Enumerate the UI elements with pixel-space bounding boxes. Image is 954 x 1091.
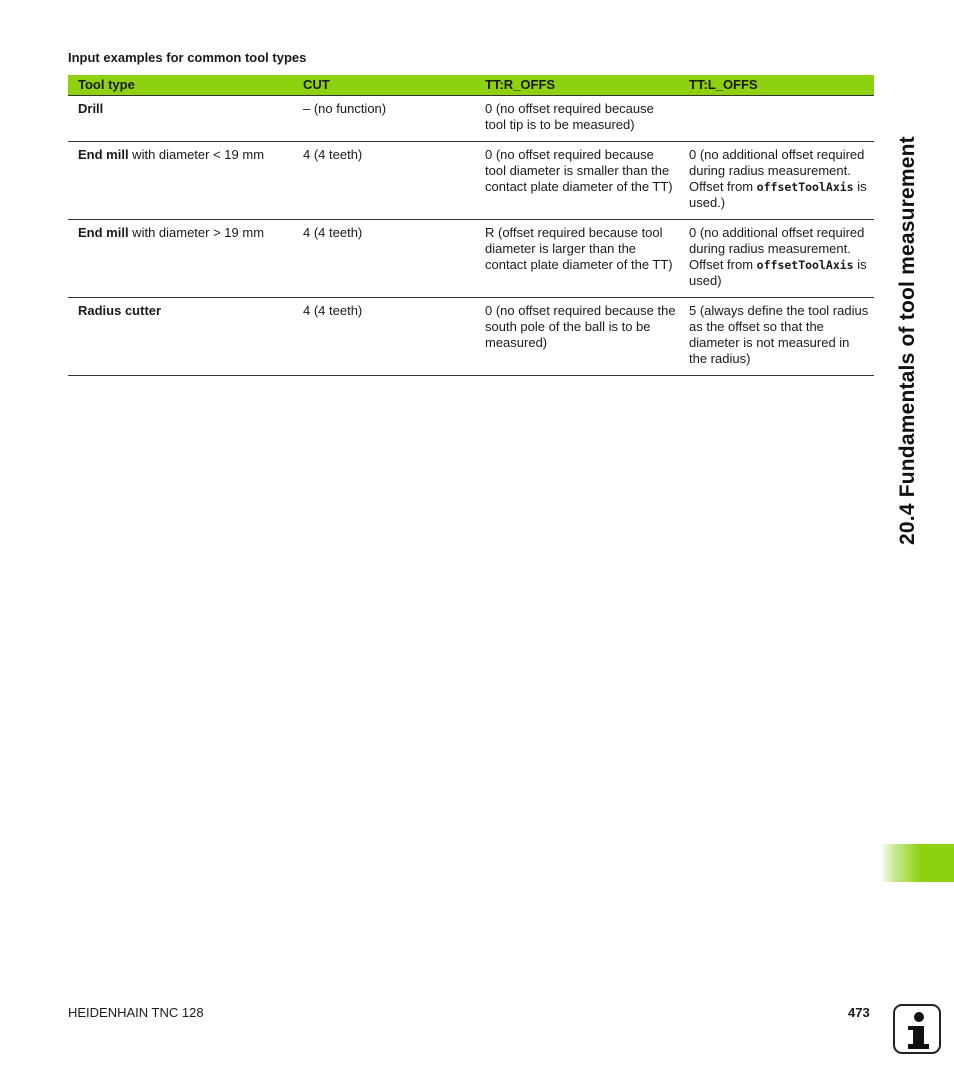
tool-name: Drill: [78, 101, 104, 116]
page-number: 473: [848, 1005, 870, 1020]
chapter-tab-marker: [880, 844, 954, 882]
cell-cut: 4 (4 teeth): [295, 142, 477, 220]
tool-detail: with diameter < 19 mm: [128, 147, 265, 162]
l-offs-code: offsetToolAxis: [756, 258, 854, 272]
l-offs-code: offsetToolAxis: [756, 180, 854, 194]
cell-l-offs: [681, 220, 874, 298]
cell-cut: 4 (4 teeth): [295, 298, 477, 376]
header-tt-l-offs: TT:L_OFFS: [681, 75, 874, 96]
cell-l-offs: [681, 298, 874, 376]
header-tt-r-offs: TT:R_OFFS: [477, 75, 681, 96]
tool-name: End mill: [78, 147, 129, 162]
cell-tool-type: [68, 96, 295, 142]
l-offs-after: is used.): [689, 179, 867, 210]
chapter-side-title: 20.4 Fundamentals of tool measurement: [896, 136, 919, 545]
l-offs-after: is used): [689, 257, 867, 288]
cell-tool-type: [68, 298, 295, 376]
cell-cut: – (no function): [295, 96, 477, 142]
footer-product: HEIDENHAIN TNC 128: [68, 1005, 204, 1020]
cell-tool-type: [68, 142, 295, 220]
l-offs-text: 5 (always define the tool radius as the offset so that the diameter is not measured in the radius): [689, 303, 869, 366]
tool-types-table: [68, 75, 874, 376]
cell-tool-type: [68, 220, 295, 298]
cell-r-offs: R (offset required because tool diameter is larger than the contact plate diameter of the TT): [477, 220, 681, 298]
table-row: [68, 220, 874, 298]
cell-cut: 4 (4 teeth): [295, 220, 477, 298]
table-row: [68, 96, 874, 142]
tool-name: Radius cutter: [78, 303, 162, 318]
cell-r-offs: 0 (no offset required because tool diameter is smaller than the contact plate diameter of the TT): [477, 142, 681, 220]
info-icon: [893, 1004, 941, 1054]
table-row: [68, 142, 874, 220]
tool-name: End mill: [78, 225, 129, 240]
l-offs-text: 0 (no additional offset required during radius measurement. Offset from: [689, 225, 865, 272]
l-offs-text: 0 (no additional offset required during radius measurement. Offset from: [689, 147, 865, 194]
cell-l-offs: [681, 96, 874, 142]
cell-r-offs: 0 (no offset required because tool tip is to be measured): [477, 96, 681, 142]
cell-l-offs: [681, 142, 874, 220]
table-row: [68, 298, 874, 376]
cell-r-offs: 0 (no offset required because the south pole of the ball is to be measured): [477, 298, 681, 376]
header-tool-type: Tool type: [68, 75, 295, 96]
table-header-row: [68, 75, 874, 96]
table-caption: Input examples for common tool types: [68, 50, 307, 65]
header-cut: CUT: [295, 75, 477, 96]
tool-detail: with diameter > 19 mm: [128, 225, 265, 240]
